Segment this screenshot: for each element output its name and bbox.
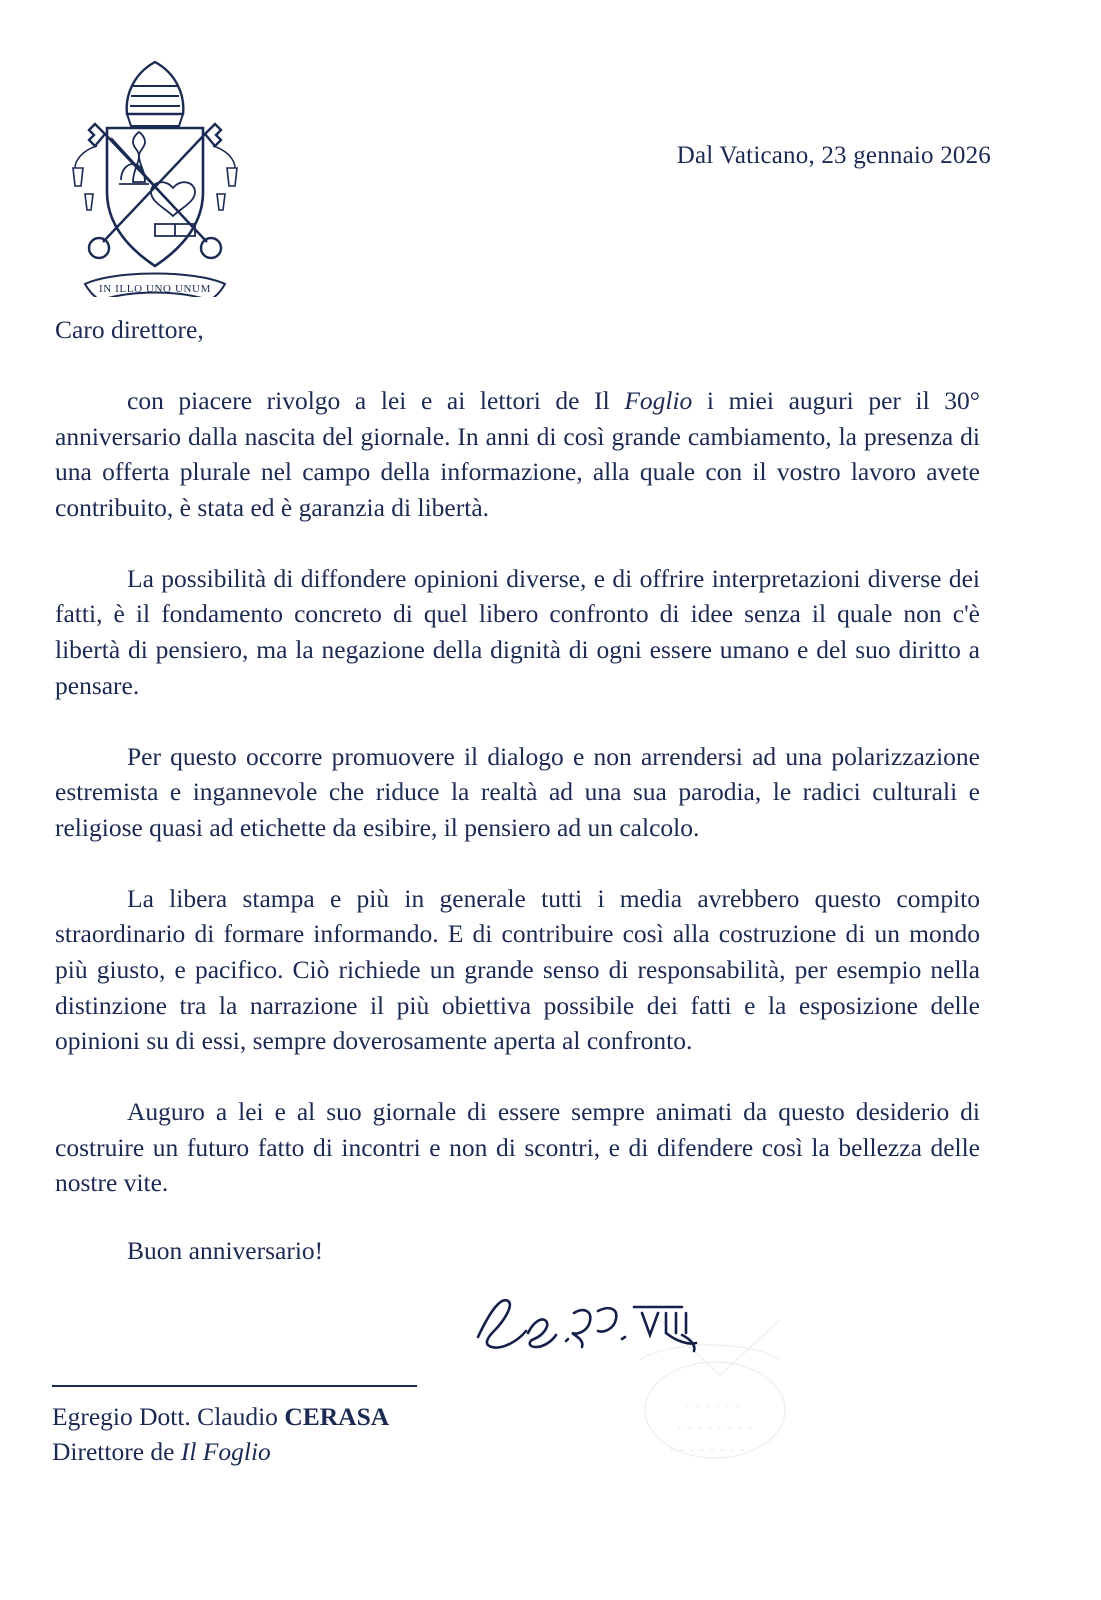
paragraph-1-segment-1: con piacere rivolgo a lei e ai lettori de Il: [127, 386, 625, 415]
addressee-name-prefix: Egregio Dott. Claudio: [52, 1402, 285, 1431]
letter-body: [55, 315, 980, 1266]
papal-signature: [470, 1285, 770, 1365]
paragraph-1-segment-3: i miei auguri per il 30° anniversario dalla nascita del giornale. In anni di così grande cambiamento, la presenza di una offerta plurale nel campo della informazione, alla quale con il vostro lavoro avete contribuito, è stata ed è garanzia di libertà.: [55, 386, 980, 523]
paragraph-1-italic-foglio: Foglio: [624, 386, 693, 415]
addressee-rule: [52, 1385, 417, 1387]
paragraph-3: Per questo occorre promuovere il dialogo e non arrendersi ad una polarizzazione estremista e ingannevole che riduce la realtà ad una sua parodia, le radici culturali e religiose quasi ad etichette da esibire, il pensiero ad un calcolo.: [55, 741, 980, 842]
addressee-name-line: [52, 1399, 568, 1434]
papal-coat-of-arms: [55, 42, 255, 297]
addressee-surname: CERASA: [284, 1402, 390, 1431]
paragraph-1: [55, 383, 980, 526]
addressee-role-line: [52, 1434, 568, 1469]
paragraph-4: La libera stampa e più in generale tutti i media avrebbero questo compito straordinario di formare informando. E di contribuire così alla costruzione di un mondo più giusto, e pacifico. Ciò richiede un grande senso di responsabilità, per esempio nella distinzione tra la narrazione il più obiettiva possibile dei fatti e la esposizione delle opinioni su di essi, sempre doverosamente aperta al confronto.: [55, 883, 980, 1056]
closing-line: Buon anniversario!: [127, 1236, 324, 1266]
dateline: Dal Vaticano, 23 gennaio 2026: [676, 142, 991, 169]
paragraph-5: Auguro a lei e al suo giornale di essere sempre animati da questo desiderio di costruire un futuro fatto di incontri e non di scontri, e di difendere così la bellezza delle nostre vite.: [55, 1097, 980, 1198]
addressee-block: [48, 1385, 568, 1469]
paragraph-2: La possibilità di diffondere opinioni diverse, e di offrire interpretazioni diverse dei fatti, è il fondamento concreto di quel libero confronto di idee senza il quale non c'è libertà di pensiero, ma la negazione della dignità di ogni essere umano e del suo diritto a pensare.: [55, 563, 980, 700]
crest-motto-text: IN ILLO UNO UNUM: [99, 283, 211, 295]
salutation: Caro direttore,: [55, 315, 204, 344]
addressee-role-prefix: Direttore de: [52, 1437, 181, 1467]
addressee-publication: Il Foglio: [180, 1437, 271, 1467]
